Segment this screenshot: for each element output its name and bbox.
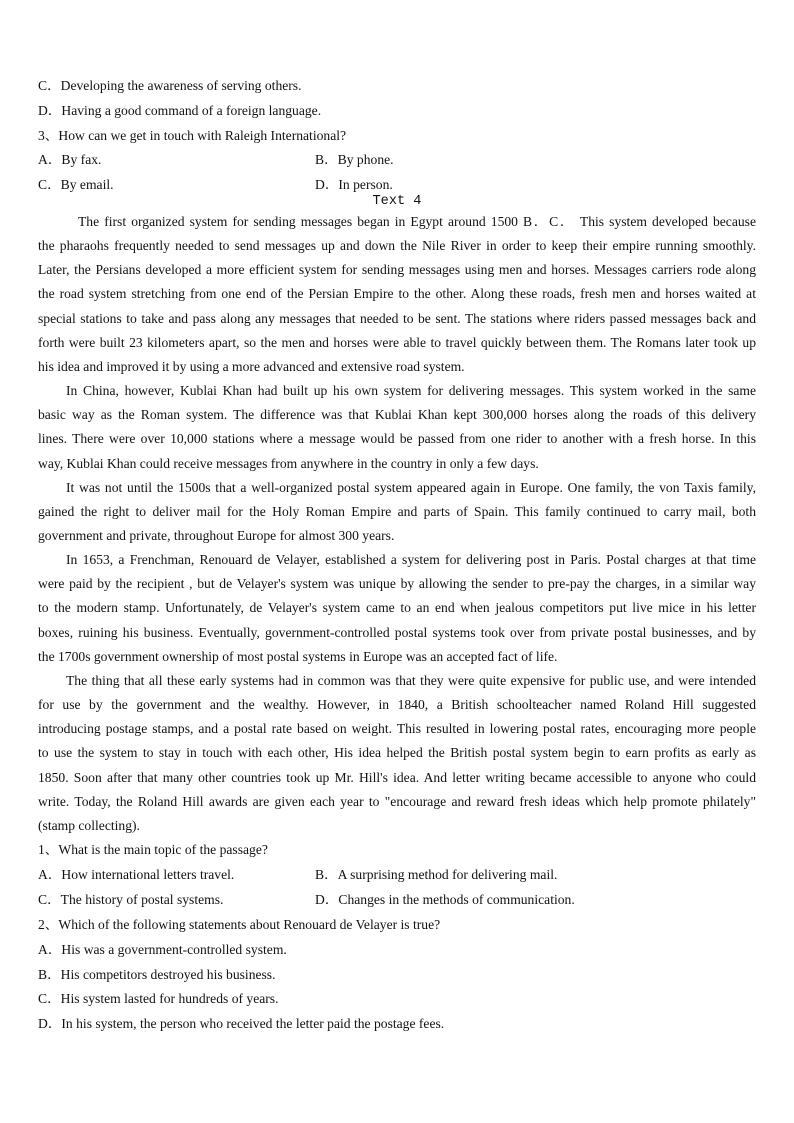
option-a: A．His was a government-controlled system.	[38, 941, 287, 957]
paragraph-line: The first organized system for sending messages began in Egypt around 1500 B．C． This system developed because	[78, 213, 756, 229]
passage	[38, 210, 756, 838]
paragraph-line: basic way as the Roman system. The difference was that Kublai Khan kept 300,000 horses along the roads of this delivery	[38, 407, 756, 423]
paragraph-line: boxes, ruining his business. Eventually, government-controlled postal systems took over from private postal businesses, and by	[38, 624, 756, 640]
question-2: 2、Which of the following statements about Renouard de Velayer is true?	[38, 916, 441, 932]
paragraph-line: write. Today, the Roland Hill awards are given each year to "encourage and reward fresh ideas which help promote philately"	[38, 793, 756, 809]
paragraph-line: to the modern stamp. Unfortunately, de Velayer's system came to an end when jealous competitors put live mice in his letter	[38, 600, 756, 616]
paragraph	[38, 210, 756, 379]
paragraph-line: In 1653, a Frenchman, Renouard de Velayer, established a system for delivering post in Paris. Postal charges at that time	[66, 552, 756, 568]
paragraph-line: introducing postage stamps, and a postal rate based on weight. This resulted in lowering postal rates, encouraging more people	[38, 721, 756, 737]
paragraph	[38, 548, 756, 669]
options-row	[38, 863, 756, 888]
paragraph-line: for use by the government and the wealthy. However, in 1840, a British schoolteacher named Roland Hill suggested	[38, 697, 756, 713]
option-a: A．How international letters travel.	[38, 866, 235, 882]
options-row	[38, 148, 756, 173]
questions	[38, 838, 756, 1037]
paragraph-line: the road system stretching from one end of the Persian Empire to the other. Along these roads, fresh men and horses waited at	[38, 286, 756, 302]
option-d: D．Having a good command of a foreign language.	[38, 102, 322, 118]
paragraph-line: The thing that all these early systems had in common was that they were quite expensive for public use, and were intended	[66, 672, 756, 688]
paragraph-line: his idea and improved it by using a more advanced and extensive road system.	[38, 358, 465, 374]
question-1: 1、What is the main topic of the passage?	[38, 842, 268, 858]
paragraph	[38, 476, 756, 548]
option-c: C．The history of postal systems.	[38, 891, 224, 907]
option-b: B．By phone.	[315, 152, 394, 168]
paragraph-line: It was not until the 1500s that a well-organized postal system appeared again in Europe. One family, the von Taxis family,	[66, 479, 756, 495]
paragraph-line: special stations to take and pass along any messages that needed to be sent. The stations where riders passed messages back and	[38, 310, 756, 326]
section-title: Text 4	[372, 193, 422, 209]
option-d: D．In person.	[315, 177, 393, 193]
paragraph-line: Later, the Persians developed a more efficient system for sending messages using men and horses. Messages carriers rode along	[38, 262, 756, 278]
paragraph-line: to use the system to stay in touch with each other, His idea helped the British postal system begin to earn profits as early as	[38, 745, 756, 761]
option-c: C．By email.	[38, 177, 114, 193]
paragraph	[38, 669, 756, 838]
paragraph-line: were paid by the recipient , but de Velayer's system was unique by allowing the sender to pre-pay the charges, in a similar way	[38, 576, 756, 592]
paragraph-line: (stamp collecting).	[38, 817, 140, 833]
option-b: B．A surprising method for delivering mail.	[315, 866, 558, 882]
paragraph-line: gained the right to deliver mail for the Holy Roman Empire and parts of Spain. This family continued to carry mail, both	[38, 503, 756, 519]
paragraph-line: the pharaohs frequently needed to send messages up and down the Nile River in order to keep their empire running smoothly.	[38, 238, 756, 254]
document-page	[38, 74, 756, 1037]
paragraph-line: government and private, throughout Europe for almost 300 years.	[38, 528, 395, 544]
option-c: C．Developing the awareness of serving others.	[38, 78, 302, 93]
paragraph-line: 1850. Soon after that many other countries took up Mr. Hill's idea. And letter writing became accessible to anyone who could	[38, 769, 756, 785]
option-a: A．By fax.	[38, 152, 102, 168]
paragraph-line: way, Kublai Khan could receive messages from anywhere in the country in only a few days.	[38, 455, 539, 471]
question-3: 3、How can we get in touch with Raleigh International?	[38, 127, 347, 143]
option-d: D．In his system, the person who received the letter paid the postage fees.	[38, 1016, 445, 1032]
option-c: C．His system lasted for hundreds of years.	[38, 991, 279, 1007]
paragraph-line: lines. There were over 10,000 stations where a message would be passed from one rider to another with a fresh horse. In this	[38, 431, 756, 447]
paragraph-line: In China, however, Kublai Khan had built up his own system for delivering messages. This system worked in the same	[66, 383, 756, 399]
paragraph-line: the 1700s government ownership of most postal systems in Europe was an accepted fact of life.	[38, 648, 558, 664]
options-row	[38, 888, 756, 913]
option-d: D．Changes in the methods of communication.	[315, 891, 575, 907]
paragraph	[38, 379, 756, 476]
paragraph-line: forth were built 23 kilometers apart, so the men and horses were able to travel quickly between them. The Romans later took up	[38, 334, 756, 350]
option-b: B．His competitors destroyed his business.	[38, 966, 276, 982]
